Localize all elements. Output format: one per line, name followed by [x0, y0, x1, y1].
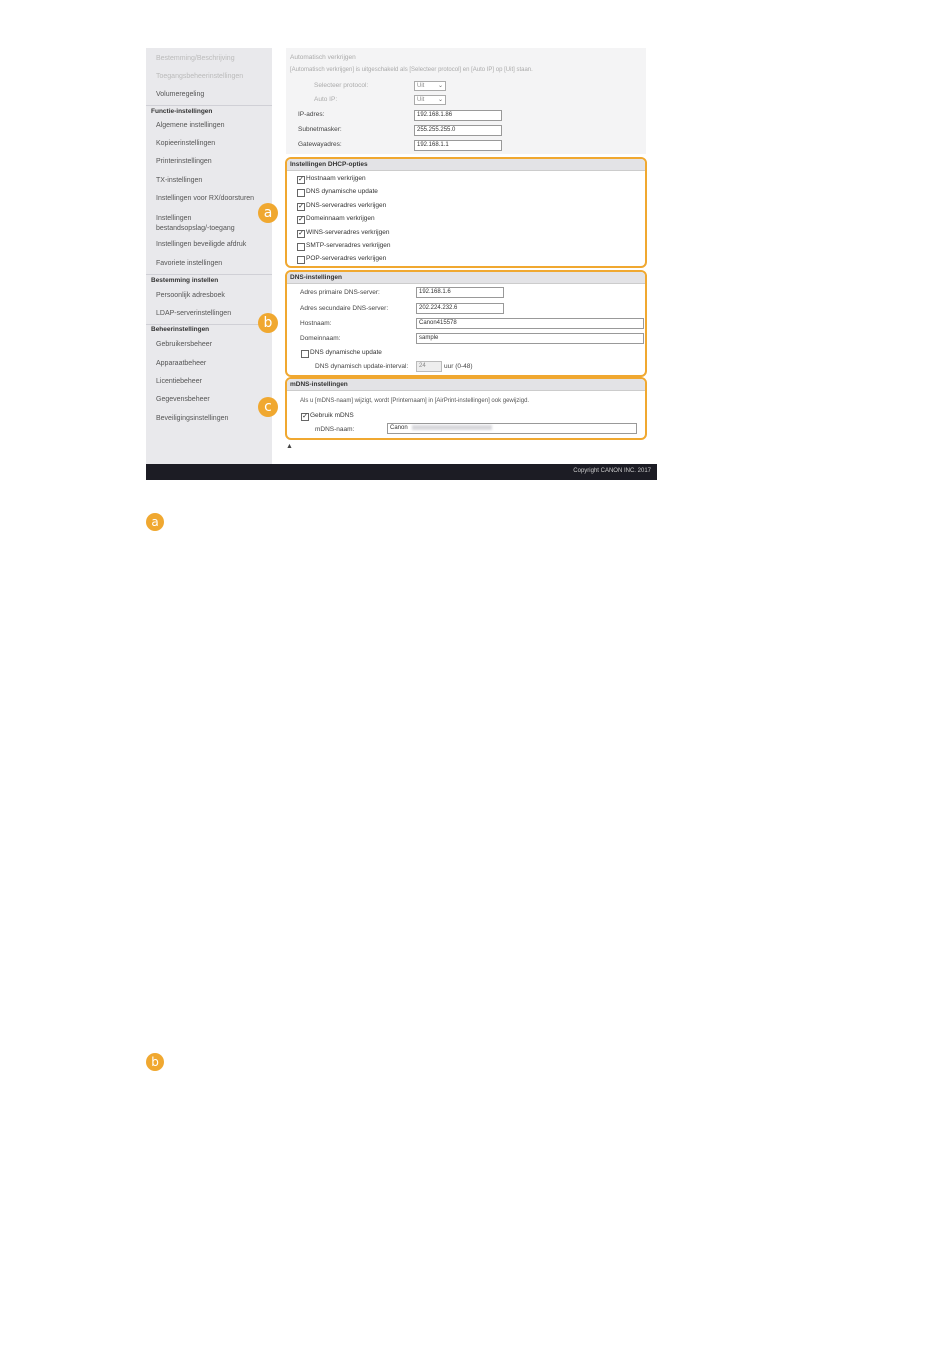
protocol-label: Selecteer protocol: [314, 82, 369, 89]
sidebar-item-tx[interactable]: TX-instellingen [156, 177, 203, 184]
gateway-address-input[interactable]: 192.168.1.1 [414, 140, 502, 151]
ip-settings-panel [286, 48, 646, 154]
sidebar-divider [146, 105, 272, 106]
sidebar-item-apparaatbeheer[interactable]: Apparaatbeheer [156, 360, 207, 367]
checkmark-icon: ✓ [298, 229, 304, 237]
callout-badge-c: c [258, 397, 278, 417]
sidebar-item-bestemming[interactable]: Bestemming/Beschrijving [156, 55, 235, 62]
dhcp-option-checkbox[interactable] [297, 189, 305, 197]
autoip-label: Auto IP: [314, 96, 338, 103]
checkmark-icon: ✓ [298, 176, 304, 183]
dhcp-option-checkbox[interactable] [297, 230, 305, 238]
sidebar-item-gebruikersbeheer[interactable]: Gebruikersbeheer [156, 341, 213, 348]
dhcp-option-label: DNS-serveradres verkrijgen [306, 201, 387, 209]
sidebar-divider [146, 324, 272, 325]
sidebar-item-algemeen[interactable]: Algemene instellingen [156, 122, 225, 129]
sidebar-item-gegevensbeheer[interactable]: Gegevensbeheer [156, 396, 210, 403]
dhcp-option-label: POP-serveradres verkrijgen [306, 255, 387, 263]
hostname-label: Hostnaam: [300, 320, 332, 327]
dns-settings-section [285, 270, 647, 377]
section-marker-a: a [146, 513, 164, 531]
dhcp-option-label: Hostnaam verkrijgen [306, 175, 366, 182]
update-interval-label: DNS dynamisch update-interval: [315, 363, 409, 370]
dhcp-option-checkbox[interactable] [297, 203, 305, 211]
domain-name-label: Domeinnaam: [300, 335, 341, 342]
sidebar-item-beveiliging[interactable]: Beveiligingsinstellingen [156, 415, 229, 422]
sidebar-item-bestandsopslag[interactable]: Instellingen bestandsopslag/-toegang [156, 215, 235, 232]
sidebar-item-adresboek[interactable]: Persoonlijk adresboek [156, 292, 225, 299]
sidebar-item-kopieer[interactable]: Kopieerinstellingen [156, 140, 216, 147]
autoip-select[interactable] [414, 95, 446, 105]
mdns-name-label: mDNS-naam: [315, 426, 355, 433]
footer [146, 464, 657, 480]
sidebar-heading-bestemming: Bestemming instellen [151, 277, 219, 284]
callout-badge-a: a [258, 203, 278, 223]
primary-dns-label: Adres primaire DNS-server: [300, 289, 380, 296]
sidebar-item-favoriete[interactable]: Favoriete instellingen [156, 260, 223, 267]
sidebar-item-beveiligde-afdruk[interactable]: Instellingen beveiligde afdruk [156, 241, 247, 248]
ip-label: IP-adres: [298, 111, 325, 118]
sidebar-item-rx[interactable]: Instellingen voor RX/doorsturen [156, 195, 255, 202]
subnet-label: Subnetmasker: [298, 126, 342, 133]
subnet-mask-input[interactable]: 255.255.255.0 [414, 125, 502, 136]
dhcp-option-label: Domeinnaam verkrijgen [306, 215, 375, 223]
autoip-value: Uit [417, 97, 425, 103]
chevron-down-icon: ⌄ [437, 97, 443, 103]
domain-name-input[interactable]: sample [416, 333, 644, 344]
section-marker-b: b [146, 1053, 164, 1071]
copyright-text: Copyright CANON INC. 2017 [573, 468, 651, 474]
sidebar-item-ldap[interactable]: LDAP-serverinstellingen [156, 310, 232, 317]
dhcp-options-section [285, 157, 647, 268]
sidebar-heading-functie: Functie-instellingen [151, 108, 213, 115]
use-mdns-label: Gebruik mDNS [310, 412, 354, 419]
dhcp-option-label: WINS-serveradres verkrijgen [306, 228, 390, 236]
dhcp-option-label: DNS dynamische update [306, 188, 378, 196]
auto-obtain-heading: Automatisch verkrijgen [290, 54, 356, 61]
scroll-to-top-icon[interactable]: ▲ [286, 443, 293, 450]
checkmark-icon: ✓ [298, 202, 304, 210]
dhcp-option-checkbox[interactable] [297, 176, 305, 184]
dhcp-option-checkbox[interactable] [297, 243, 305, 251]
dhcp-options-title: Instellingen DHCP-opties [287, 159, 645, 171]
sidebar-heading-beheer: Beheerinstellingen [151, 326, 210, 333]
checkmark-icon: ✓ [298, 216, 304, 224]
dhcp-option-checkbox[interactable] [297, 216, 305, 224]
mdns-settings-section [285, 377, 647, 440]
chevron-down-icon: ⌄ [437, 83, 443, 89]
update-interval-unit: uur (0-48) [444, 363, 473, 370]
secondary-dns-input[interactable]: 202.224.232.6 [416, 303, 504, 314]
primary-dns-input[interactable]: 192.168.1.6 [416, 287, 504, 298]
sidebar-item-volumeregeling[interactable]: Volumeregeling [156, 91, 205, 98]
sidebar [146, 48, 272, 464]
auto-obtain-note: [Automatisch verkrijgen] is uitgeschakeld als [Selecteer protocol] en [Auto IP] op [Uit] staan. [290, 67, 533, 73]
dns-settings-title: DNS-instellingen [287, 272, 645, 284]
hostname-input[interactable]: Canon415578 [416, 318, 644, 329]
redacted-text-blur [412, 425, 492, 430]
mdns-name-input[interactable] [387, 423, 637, 434]
sidebar-item-printer[interactable]: Printerinstellingen [156, 158, 212, 165]
ip-address-input[interactable]: 192.168.1.86 [414, 110, 502, 121]
use-mdns-checkbox[interactable] [301, 413, 309, 421]
protocol-value: Uit [417, 83, 425, 89]
mdns-note: Als u [mDNS-naam] wijzigt, wordt [Printernaam] in [AirPrint-instellingen] ook gewijzigd. [300, 398, 530, 404]
sidebar-divider [146, 274, 272, 275]
update-interval-input[interactable]: 24 [416, 361, 442, 372]
gateway-label: Gatewayadres: [298, 141, 342, 148]
dhcp-option-checkbox[interactable] [297, 256, 305, 264]
checkmark-icon: ✓ [302, 413, 308, 420]
secondary-dns-label: Adres secundaire DNS-server: [300, 305, 389, 312]
protocol-select[interactable] [414, 81, 446, 91]
callout-badge-b: b [258, 313, 278, 333]
dhcp-option-label: SMTP-serveradres verkrijgen [306, 242, 391, 249]
mdns-name-value: Canon [390, 425, 408, 431]
mdns-settings-title: mDNS-instellingen [287, 379, 645, 391]
sidebar-item-toegangsbeheer[interactable]: Toegangsbeheerinstellingen [156, 73, 244, 80]
dns-dynamic-update-label: DNS dynamische update [310, 349, 382, 356]
dns-dynamic-update-checkbox[interactable] [301, 350, 309, 358]
sidebar-item-licentiebeheer[interactable]: Licentiebeheer [156, 378, 202, 385]
